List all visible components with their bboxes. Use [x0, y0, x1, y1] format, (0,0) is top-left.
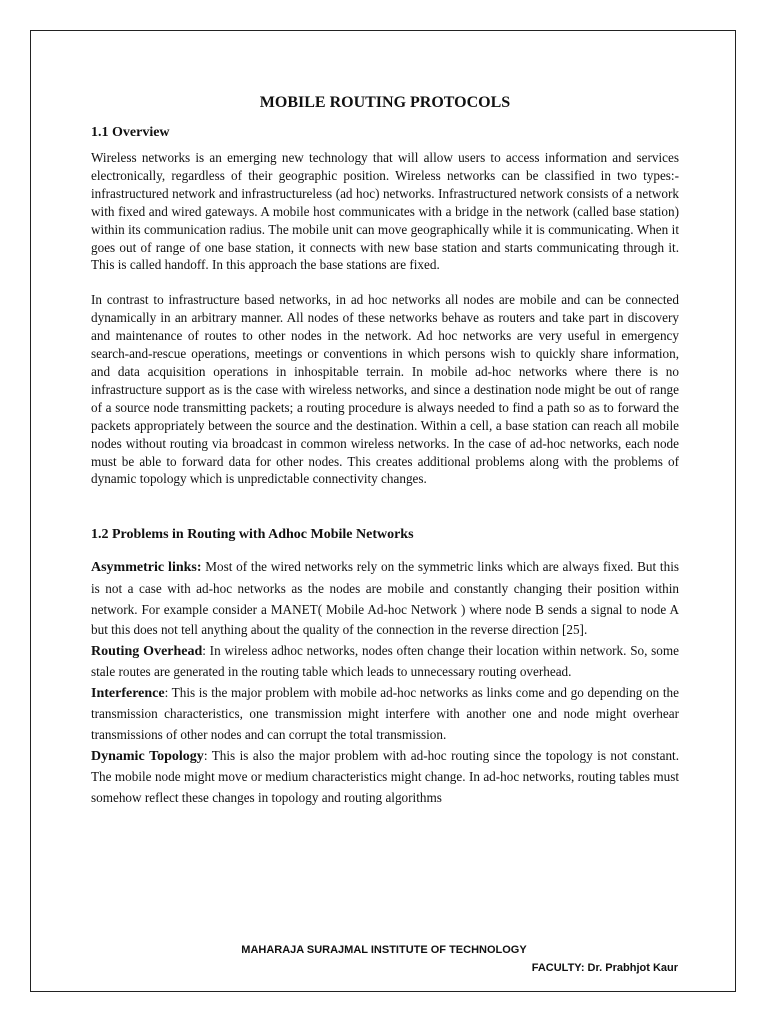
section-heading-problems: 1.2 Problems in Routing with Adhoc Mobile Networks	[91, 527, 414, 543]
document-title: MOBILE ROUTING PROTOCOLS	[259, 94, 511, 111]
problem-interference	[91, 683, 679, 746]
problem-term: Dynamic Topology	[91, 748, 204, 764]
problem-text: : In wireless adhoc networks, nodes often change their location within network. So, some stale routes are generated in the routing table which leads to unnecessary routing overhead.	[91, 642, 679, 680]
document-body	[91, 92, 679, 808]
problem-term: Interference	[91, 685, 165, 701]
problem-term: Asymmetric links:	[91, 560, 202, 576]
section-heading-overview: 1.1 Overview	[91, 125, 170, 140]
paragraph-overview-2: In contrast to infrastructure based networks, in ad hoc networks all nodes are mobile and can be connected dynamically in an arbitrary manner. All nodes of these networks behave as routers and take part in discovery and maintenance of routes to other nodes in the network. Ad hoc networks are very useful in emergency search-and-rescue operations, meetings or conventions in which persons wish to quickly share information, and data acquisition operations in inhospitable terrain. In mobile ad-hoc networks where there is no infrastructure support as is the case with wireless networks, and since a destination node might be out of range of a source node transmitting packets; a routing procedure is always needed to find a path so as to forward the packets appropriately between the source and the destination. Within a cell, a base station can reach all mobile nodes without routing via broadcast in common wireless networks. In the case of ad-hoc networks, each node must be able to forward data for other nodes. This creates additional problems along with the problems of dynamic topology which is unpredictable connectivity changes.	[91, 292, 679, 487]
problem-routing-overhead	[91, 641, 679, 683]
footer-institute: MAHARAJA SURAJMAL INSTITUTE OF TECHNOLOGY	[241, 944, 527, 956]
problem-text: : This is also the major problem with ad-hoc routing since the topology is not constant. The mobile node might move or medium characteristics might change. In ad-hoc networks, routing tables must somehow reflect these changes in topology and routing algorithms	[91, 747, 679, 805]
problem-text: : This is the major problem with mobile ad-hoc networks as links come and go depending on the transmission characteristics, one transmission might interfere with another one and node might overhear transmissions of other nodes and can corrupt the total transmission.	[91, 684, 679, 743]
problem-text: Most of the wired networks rely on the symmetric links which are always fixed. But this is not a case with ad-hoc networks as the nodes are mobile and constantly changing their position within network. For example consider a MANET( Mobile Ad-hoc Network ) where node B sends a signal to node A but this does not tell anything about the quality of the connection in the reverse direction [25].	[91, 559, 679, 638]
problem-asymmetric-links	[91, 557, 679, 640]
problem-term: Routing Overhead	[91, 643, 203, 659]
paragraph-overview-1: Wireless networks is an emerging new technology that will allow users to access information and services electronically, regardless of their geographic position. Wireless networks can be classified in two types:- infrastructured network and infrastructureless (ad hoc) networks. Infrastructured network consists of a network with fixed and wired gateways. A mobile host communicates with a bridge in the network (called base station) within its communication radius. The mobile unit can move geographically while it is communicating. When it goes out of range of one base station, it connects with new base station and starts communicating through it. This is called handoff. In this approach the base stations are fixed.	[91, 150, 679, 273]
footer-faculty: FACULTY: Dr. Prabhjot Kaur	[531, 962, 678, 974]
problem-dynamic-topology	[91, 746, 679, 809]
